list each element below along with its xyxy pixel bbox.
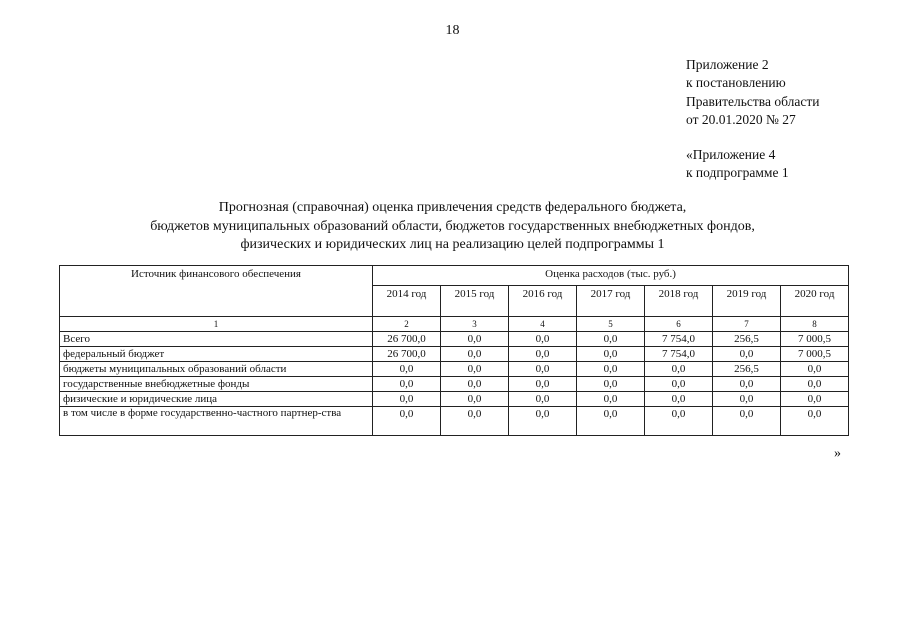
row-value: 0,0 xyxy=(577,407,645,436)
appendix-block xyxy=(686,56,819,129)
row-value: 0,0 xyxy=(577,362,645,377)
row-value: 0,0 xyxy=(441,392,509,407)
appendix-line: Приложение 2 xyxy=(686,57,769,72)
row-value: 0,0 xyxy=(577,347,645,362)
year-header: 2020 год xyxy=(781,286,849,317)
row-value: 0,0 xyxy=(713,392,781,407)
funding-table xyxy=(59,265,849,436)
row-label: бюджеты муниципальных образований области xyxy=(60,362,373,377)
row-value: 0,0 xyxy=(373,392,441,407)
column-number: 2 xyxy=(373,317,441,332)
table-row xyxy=(60,377,849,392)
row-value: 0,0 xyxy=(373,362,441,377)
year-header: 2018 год xyxy=(645,286,713,317)
row-value: 0,0 xyxy=(781,377,849,392)
row-value: 0,0 xyxy=(441,407,509,436)
appendix-line: от 20.01.2020 № 27 xyxy=(686,111,796,127)
subappendix-line: к подпрограмме 1 xyxy=(686,165,789,181)
row-value: 0,0 xyxy=(509,362,577,377)
year-header: 2014 год xyxy=(373,286,441,317)
estimate-header: Оценка расходов (тыс. руб.) xyxy=(373,266,849,286)
row-value: 0,0 xyxy=(509,377,577,392)
title-line: Прогнозная (справочная) оценка привлечения средств федерального бюджета, xyxy=(218,200,687,215)
row-value: 0,0 xyxy=(713,377,781,392)
table-row xyxy=(60,332,849,347)
subappendix-line: «Приложение 4 xyxy=(686,147,776,162)
column-number: 5 xyxy=(577,317,645,332)
column-number: 8 xyxy=(781,317,849,332)
appendix-line: к постановлению xyxy=(686,75,786,91)
row-value: 0,0 xyxy=(645,377,713,392)
row-value: 7 754,0 xyxy=(645,347,713,362)
row-label: государственные внебюджетные фонды xyxy=(60,377,373,392)
row-value: 26 700,0 xyxy=(373,332,441,347)
row-value: 256,5 xyxy=(713,332,781,347)
page-number: 18 xyxy=(445,23,460,38)
row-value: 0,0 xyxy=(509,407,577,436)
year-header: 2017 год xyxy=(577,286,645,317)
row-value: 26 700,0 xyxy=(373,347,441,362)
table-row xyxy=(60,392,849,407)
year-header: 2016 год xyxy=(509,286,577,317)
row-value: 0,0 xyxy=(645,362,713,377)
column-number: 3 xyxy=(441,317,509,332)
row-value: 0,0 xyxy=(441,332,509,347)
row-label: Всего xyxy=(60,332,373,347)
column-number: 7 xyxy=(713,317,781,332)
row-value: 0,0 xyxy=(441,347,509,362)
column-number: 1 xyxy=(60,317,373,332)
row-value: 7 754,0 xyxy=(645,332,713,347)
column-number-row xyxy=(60,317,849,332)
document-title xyxy=(0,199,905,255)
row-value: 0,0 xyxy=(509,347,577,362)
row-value: 0,0 xyxy=(577,332,645,347)
title-line: бюджетов муниципальных образований области, бюджетов государственных внебюджетных фондов, xyxy=(150,218,755,234)
row-value: 0,0 xyxy=(781,392,849,407)
row-value: 7 000,5 xyxy=(781,332,849,347)
column-number: 6 xyxy=(645,317,713,332)
header-row xyxy=(60,266,849,286)
row-value: 0,0 xyxy=(373,407,441,436)
row-label: физические и юридические лица xyxy=(60,392,373,407)
year-header: 2015 год xyxy=(441,286,509,317)
row-value: 7 000,5 xyxy=(781,347,849,362)
row-value: 0,0 xyxy=(441,377,509,392)
row-label: федеральный бюджет xyxy=(60,347,373,362)
row-value: 0,0 xyxy=(577,377,645,392)
subappendix-block xyxy=(686,146,789,183)
table-row xyxy=(60,362,849,377)
row-value: 0,0 xyxy=(509,392,577,407)
row-value: 0,0 xyxy=(577,392,645,407)
column-number: 4 xyxy=(509,317,577,332)
row-value: 256,5 xyxy=(713,362,781,377)
row-value: 0,0 xyxy=(441,362,509,377)
table-row xyxy=(60,407,849,436)
row-value: 0,0 xyxy=(713,347,781,362)
year-header: 2019 год xyxy=(713,286,781,317)
row-value: 0,0 xyxy=(781,362,849,377)
row-label: в том числе в форме государственно-частного партнер-ства xyxy=(60,407,373,436)
source-header: Источник финансового обеспечения xyxy=(60,266,373,317)
row-value: 0,0 xyxy=(645,392,713,407)
row-value: 0,0 xyxy=(781,407,849,436)
row-value: 0,0 xyxy=(509,332,577,347)
table-row xyxy=(60,347,849,362)
appendix-line: Правительства области xyxy=(686,93,820,109)
closing-quote: » xyxy=(834,446,841,461)
title-line: физических и юридических лиц на реализацию целей подпрограммы 1 xyxy=(240,237,665,252)
row-value: 0,0 xyxy=(713,407,781,436)
row-value: 0,0 xyxy=(645,407,713,436)
row-value: 0,0 xyxy=(373,377,441,392)
